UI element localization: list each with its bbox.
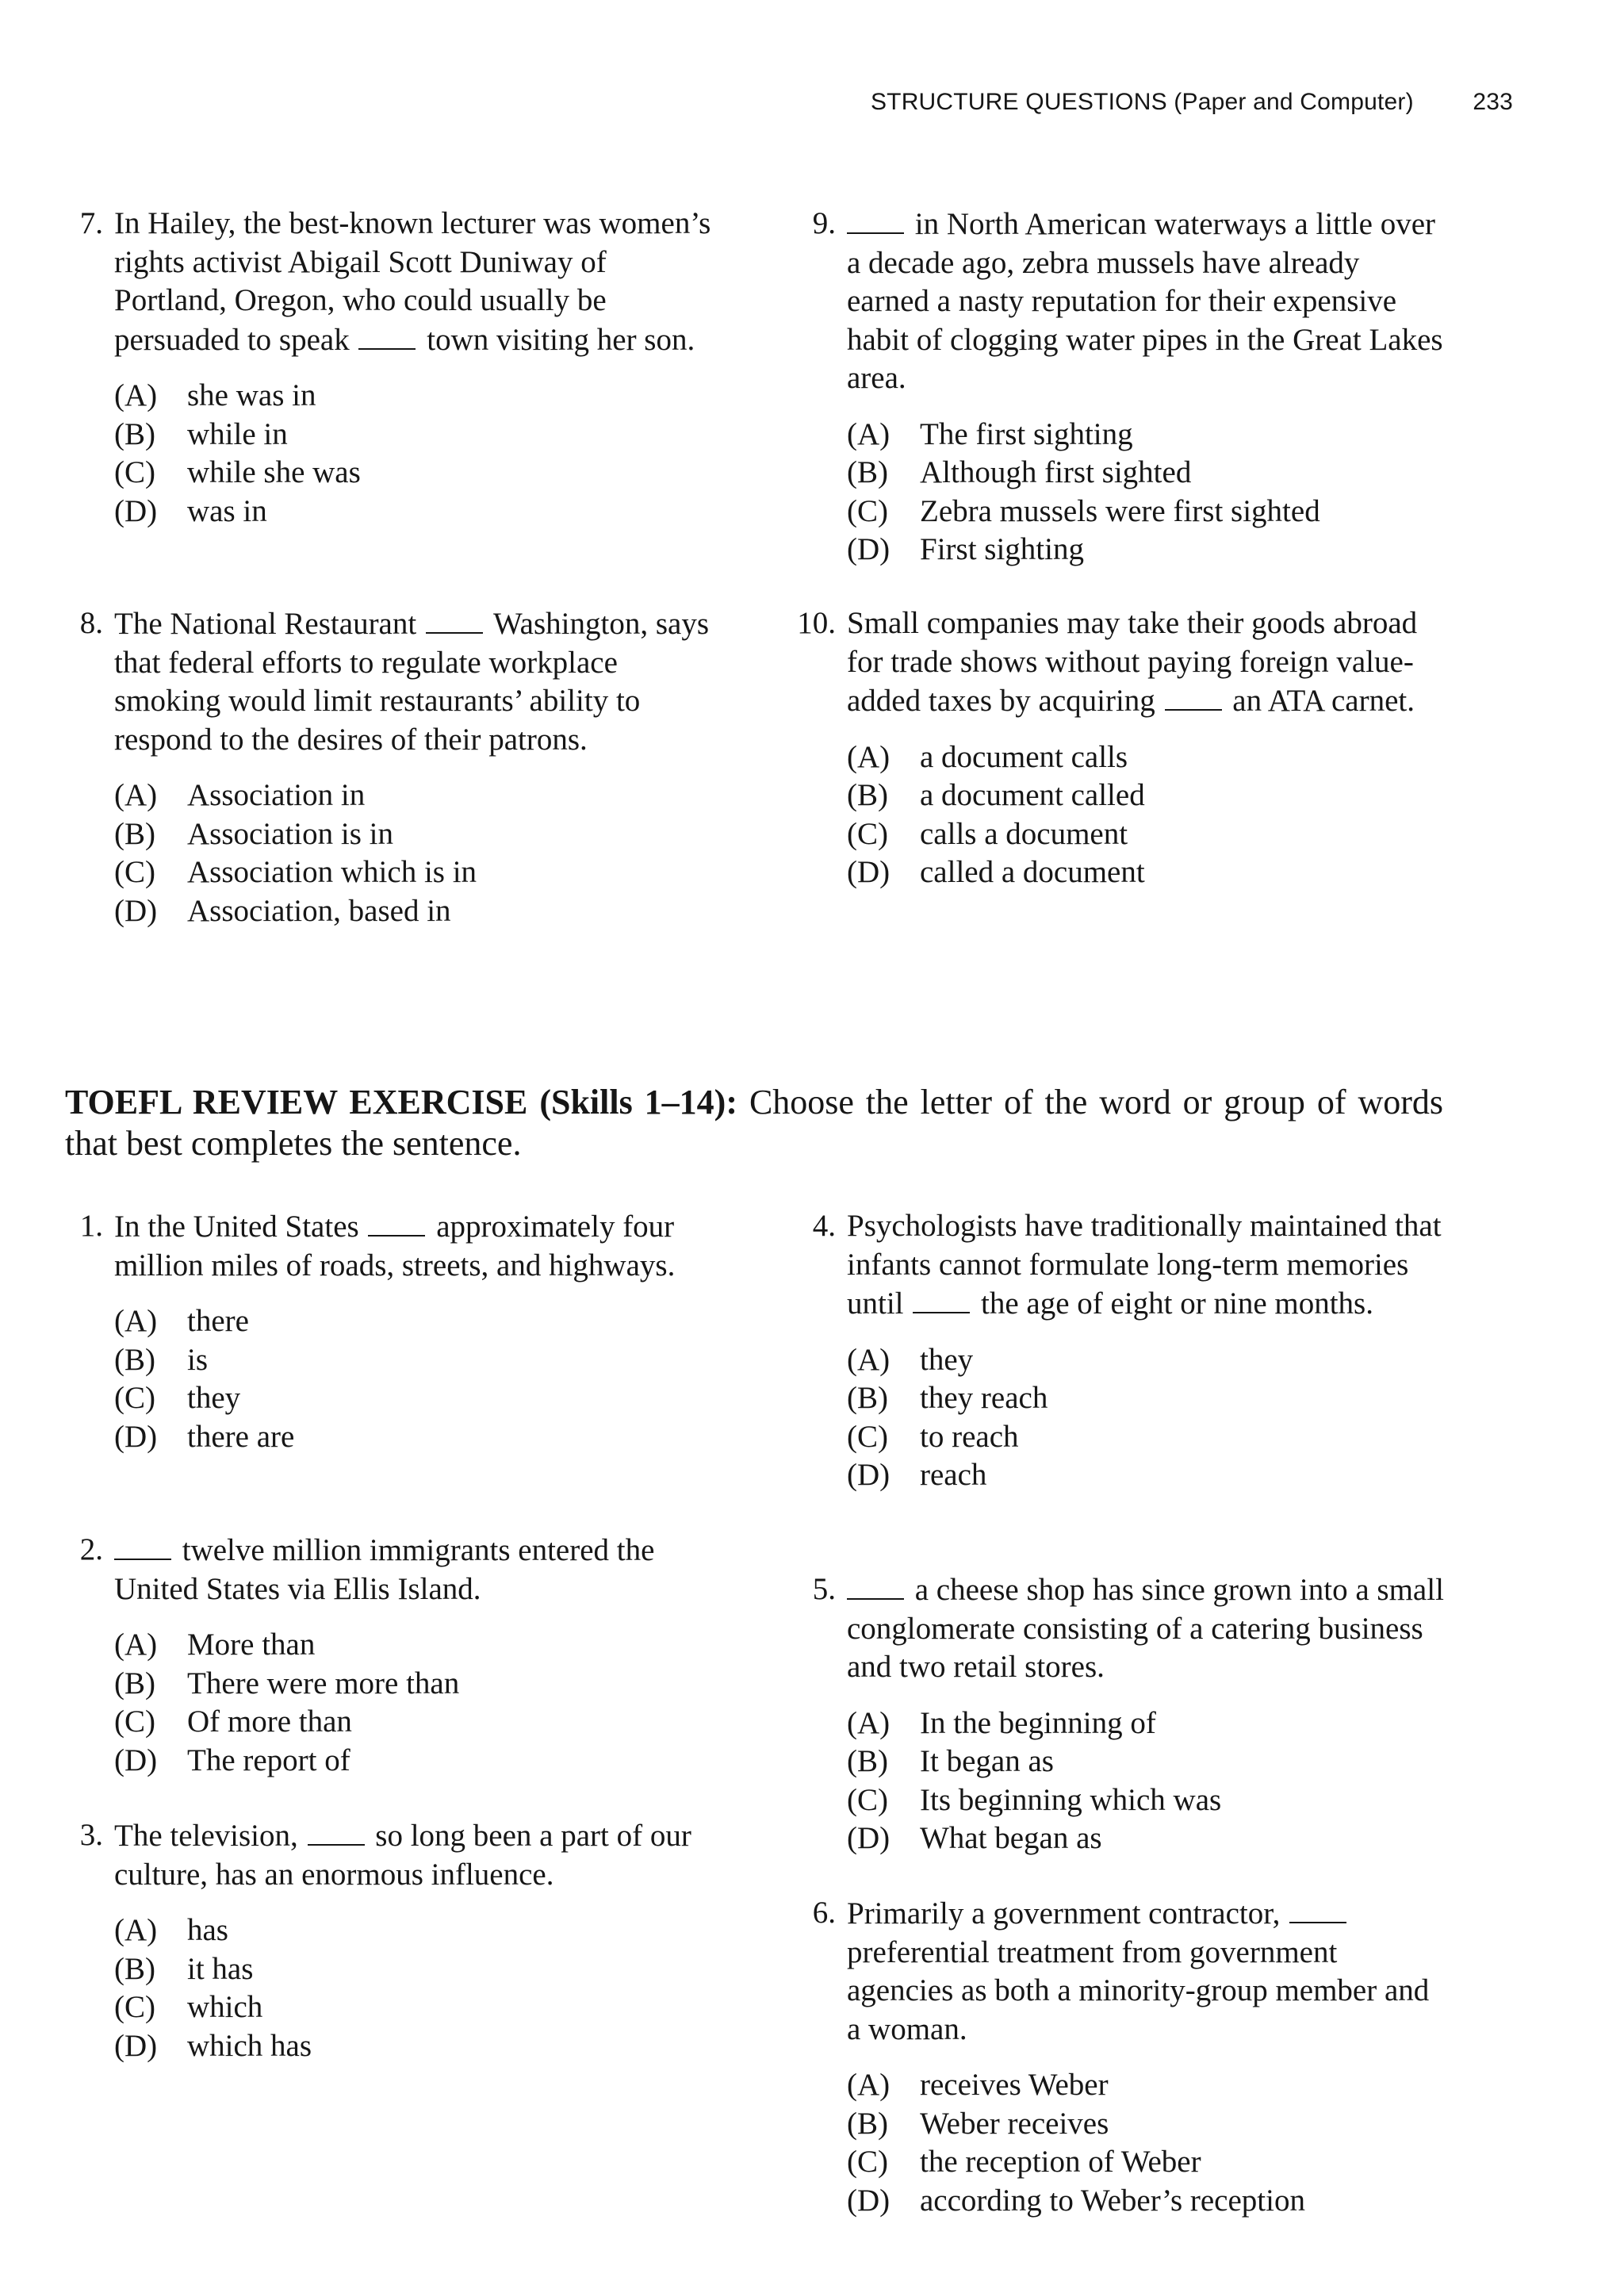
- option-c[interactable]: (C) Its beginning which was: [847, 1782, 1222, 1817]
- question-10: [780, 604, 1450, 892]
- question-stem: a cheese shop has since grown into a small conglomerate consisting of a catering business and two retail stores.: [847, 1570, 1450, 1687]
- option-b[interactable]: (B) they reach: [847, 1381, 1048, 1416]
- option-a[interactable]: (A) a document calls: [847, 739, 1128, 774]
- answer-blank: [847, 205, 904, 234]
- answer-options: [847, 1341, 1450, 1495]
- option-a[interactable]: (A) Association in: [114, 778, 366, 813]
- question-2: [48, 1531, 717, 1780]
- page-number: 233: [1473, 89, 1513, 115]
- option-d[interactable]: (D) The report of: [114, 1743, 350, 1777]
- answer-blank: [426, 604, 483, 634]
- option-d[interactable]: (D) according to Weber’s reception: [847, 2183, 1305, 2218]
- option-b[interactable]: (B) Weber receives: [847, 2106, 1109, 2141]
- option-b[interactable]: (B) There were more than: [114, 1666, 460, 1700]
- option-c[interactable]: (C) to reach: [847, 1419, 1019, 1454]
- answer-options: [114, 1302, 717, 1456]
- option-c[interactable]: (C) the reception of Weber: [847, 2145, 1201, 2180]
- answer-options: [847, 1704, 1450, 1858]
- option-c[interactable]: (C) they: [114, 1381, 241, 1416]
- review-exercise-text: Choose the letter of the word or group of words that best completes the sentence.: [65, 1083, 1444, 1163]
- option-b[interactable]: (B) it has: [114, 1951, 254, 1986]
- answer-options: [847, 2066, 1450, 2220]
- option-c[interactable]: (C) Zebra mussels were first sighted: [847, 493, 1320, 528]
- section-title: STRUCTURE QUESTIONS (Paper and Computer): [870, 89, 1414, 115]
- option-a[interactable]: (A) More than: [114, 1628, 316, 1662]
- answer-blank: [368, 1207, 425, 1237]
- option-d[interactable]: (D) What began as: [847, 1821, 1102, 1856]
- question-number: 10.: [797, 606, 836, 640]
- question-3: [48, 1816, 717, 2065]
- option-a[interactable]: (A) has: [114, 1913, 228, 1948]
- option-b[interactable]: (B) while in: [114, 416, 288, 451]
- option-b[interactable]: (B) Although first sighted: [847, 455, 1192, 490]
- option-a[interactable]: (A) In the beginning of: [847, 1705, 1156, 1740]
- answer-options: [114, 1911, 717, 2065]
- answer-options: [114, 776, 717, 930]
- question-number: 6.: [812, 1896, 836, 1930]
- answer-blank: [1289, 1894, 1346, 1923]
- option-d[interactable]: (D) First sighting: [847, 532, 1084, 567]
- question-5: [780, 1570, 1450, 1858]
- option-d[interactable]: (D) called a document: [847, 855, 1145, 890]
- review-exercise-instructions: [65, 1082, 1443, 1164]
- question-stem: twelve million immigrants entered the United States via Ellis Island.: [114, 1531, 717, 1608]
- option-b[interactable]: (B) Association is in: [114, 816, 393, 851]
- running-header: [871, 89, 1513, 116]
- question-stem: In the United States approximately four million miles of roads, streets, and highways.: [114, 1207, 717, 1285]
- answer-options: [114, 1626, 717, 1780]
- option-a[interactable]: (A) she was in: [114, 378, 316, 413]
- answer-blank: [1165, 681, 1222, 711]
- option-c[interactable]: (C) Of more than: [114, 1704, 352, 1739]
- option-a[interactable]: (A) receives Weber: [847, 2068, 1109, 2103]
- option-b[interactable]: (B) It began as: [847, 1744, 1054, 1779]
- question-number: 4.: [812, 1209, 836, 1243]
- question-4: [780, 1207, 1450, 1495]
- answer-blank: [308, 1816, 365, 1846]
- option-d[interactable]: (D) there are: [114, 1419, 295, 1454]
- option-b[interactable]: (B) a document called: [847, 778, 1145, 813]
- question-number: 8.: [79, 606, 103, 640]
- answer-blank: [358, 320, 416, 350]
- option-d[interactable]: (D) was in: [114, 493, 267, 528]
- option-c[interactable]: (C) Association which is in: [114, 855, 477, 890]
- option-c[interactable]: (C) which: [114, 1990, 263, 2025]
- question-stem: Primarily a government contractor, preferential treatment from government agencies as both a minority-group member and a woman.: [847, 1894, 1450, 2049]
- answer-options: [114, 377, 717, 531]
- question-7: [48, 205, 717, 531]
- question-number: 2.: [79, 1532, 103, 1566]
- question-number: 1.: [79, 1209, 103, 1243]
- option-c[interactable]: (C) calls a document: [847, 816, 1128, 851]
- question-number: 3.: [79, 1818, 103, 1852]
- question-stem: The National Restaurant Washington, says that federal efforts to regulate workplace smoking would limit restaurants’ ability to respond to the desires of their patrons.: [114, 604, 717, 759]
- option-a[interactable]: (A) there: [114, 1304, 249, 1339]
- answer-blank: [114, 1531, 171, 1560]
- option-d[interactable]: (D) Association, based in: [114, 893, 451, 928]
- option-a[interactable]: (A) they: [847, 1342, 974, 1377]
- option-b[interactable]: (B) is: [114, 1342, 209, 1377]
- question-8: [48, 604, 717, 930]
- question-stem: Small companies may take their goods abroad for trade shows without paying foreign value-added taxes by acquiring an ATA carnet.: [847, 606, 1418, 719]
- answer-options: [847, 416, 1450, 569]
- answer-options: [847, 738, 1450, 892]
- question-number: 9.: [812, 206, 836, 240]
- question-stem: Psychologists have traditionally maintained that infants cannot formulate long-term memories until the age of eight or nine months.: [847, 1209, 1442, 1321]
- question-stem: The television, so long been a part of our culture, has an enormous influence.: [114, 1816, 717, 1894]
- option-d[interactable]: (D) reach: [847, 1458, 987, 1493]
- option-c[interactable]: (C) while she was: [114, 455, 361, 490]
- question-number: 5.: [812, 1572, 836, 1606]
- question-stem: in North American waterways a little over a decade ago, zebra mussels have already earned a nasty reputation for their expensive habit of clogging water pipes in the Great Lakes area.: [847, 205, 1450, 398]
- answer-blank: [913, 1284, 970, 1313]
- option-d[interactable]: (D) which has: [114, 2028, 312, 2063]
- question-stem: In Hailey, the best-known lecturer was women’s rights activist Abigail Scott Duniway of Portland, Oregon, who could usually be persuaded to speak town visiting her son.: [114, 206, 711, 357]
- answer-blank: [847, 1570, 904, 1600]
- review-exercise-title: TOEFL REVIEW EXERCISE (Skills 1–14):: [65, 1083, 737, 1121]
- question-1: [48, 1207, 717, 1456]
- question-number: 7.: [79, 206, 103, 240]
- question-6: [780, 1894, 1450, 2220]
- option-a[interactable]: (A) The first sighting: [847, 416, 1133, 451]
- question-9: [780, 205, 1450, 569]
